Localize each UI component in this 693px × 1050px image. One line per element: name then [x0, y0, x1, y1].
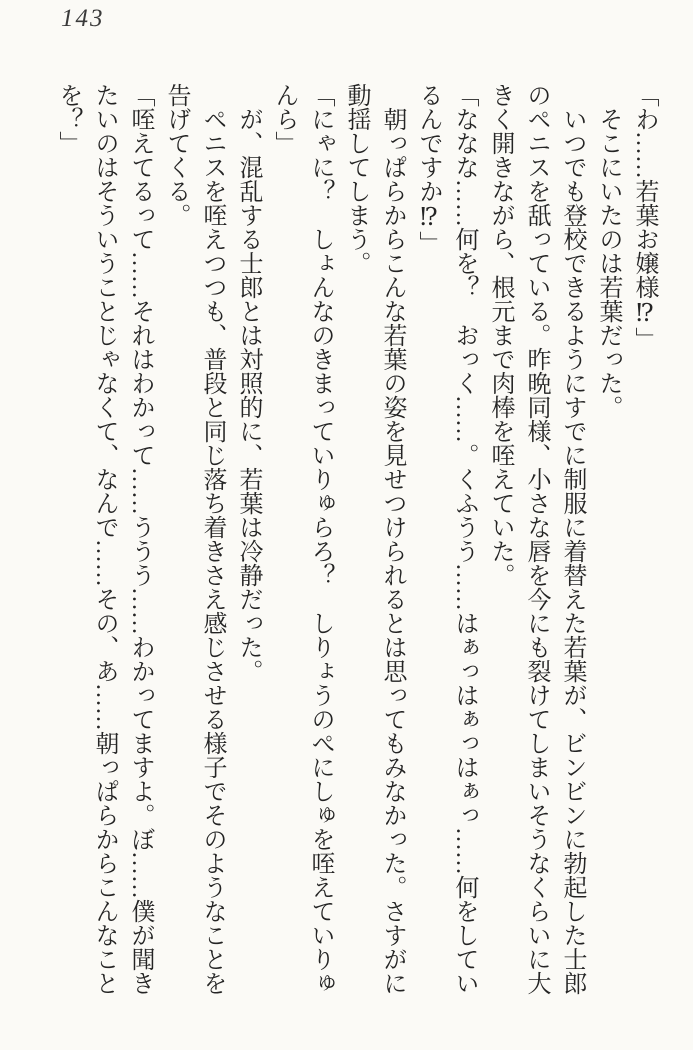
- page-number: 143: [61, 5, 105, 32]
- text-column: 「咥えてるって……それはわかって……ううう……わかってますよ。ぼ……僕が聞き: [127, 83, 153, 995]
- text-column: が、混乱する士郎とは対照的に、若葉は冷静だった。: [235, 107, 261, 683]
- text-column: 「にゃに？ しょんなのきまっていりゅらろ？ しりょうのぺにしゅを咥えていりゅ: [307, 83, 333, 995]
- text-column: るんですか⁉」: [415, 83, 441, 255]
- text-column: んら」: [271, 83, 297, 155]
- text-column: ペニスを咥えつつも、普段と同じ落ち着きさえ感じさせる様子でそのようなことを: [199, 107, 225, 995]
- text-column: 朝っぱらからこんな若葉の姿を見せつけられるとは思ってもみなかった。さすがに: [379, 107, 405, 995]
- text-column: を？」: [55, 83, 81, 155]
- text-column: そこにいたのは若葉だった。: [595, 107, 621, 419]
- text-column: のペニスを舐っている。昨晩同様、小さな唇を今にも裂けてしまいそうなくらいに大: [523, 83, 549, 995]
- text-column: 「ななな……何を？ おっく……。くふうう……はぁっはぁっはぁっ……何をしてい: [451, 83, 477, 995]
- text-column: きく開きながら、根元まで肉棒を咥えていた。: [487, 83, 513, 587]
- text-column: 「わ……若葉お嬢様⁉」: [631, 83, 657, 351]
- text-column: 告げてくる。: [163, 83, 189, 227]
- text-column: 動揺してしまう。: [343, 83, 369, 275]
- page-text-block: [50, 83, 662, 995]
- text-column: たいのはそういうことじゃなくて、なんで……その、あ……朝っぱらからこんなこと: [91, 83, 117, 995]
- text-column: いつでも登校できるようにすでに制服に着替えた若葉が、ビンビンに勃起した士郎: [559, 107, 585, 995]
